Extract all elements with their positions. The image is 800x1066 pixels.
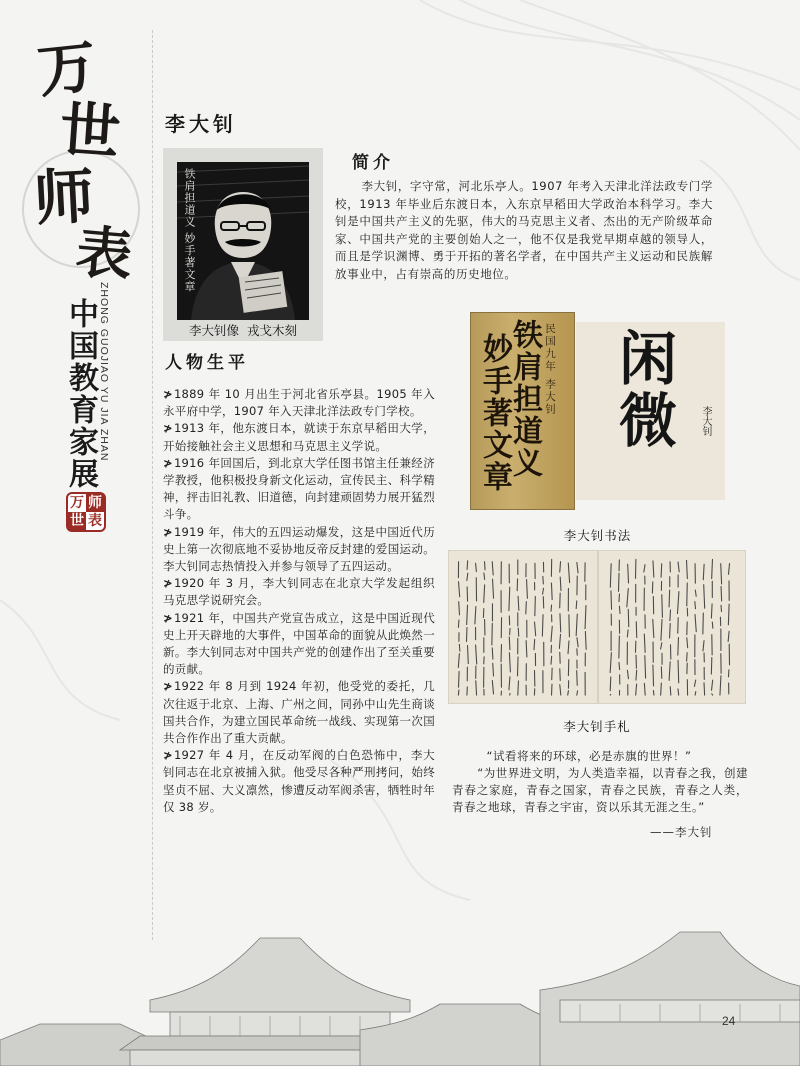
bullet-arrow-icon: ≯ — [163, 679, 173, 694]
couplet-inscription: 民国九年 李大钊 — [544, 323, 556, 416]
couplet-line-2: 妙手著文章 — [477, 333, 512, 493]
series-title-char: 世 — [57, 94, 123, 170]
expo-name: 中国教育家展 — [63, 298, 98, 490]
bullet-arrow-icon: ≯ — [163, 387, 173, 401]
person-name-heading: 李大钊 — [165, 112, 237, 136]
page-number: 24 — [722, 1014, 736, 1028]
bullet-arrow-icon: ≯ — [163, 610, 173, 625]
life-item: ≯1920 年 3 月，李大钊同志在北京大学发起组织马克思学说研究会。 — [163, 576, 435, 608]
calligraphy-word: 闲微 — [609, 328, 677, 452]
portrait-inscription: 铁肩担道义 妙手著文章 — [183, 168, 196, 293]
portrait-caption: 李大钊像 戎戈木刻 — [189, 323, 297, 338]
word-scroll — [576, 322, 725, 500]
palace-architecture-illustration — [0, 920, 800, 1066]
seal-char: 师 — [88, 495, 102, 511]
quote-line-2: “为世界进文明，为人类造幸福，以青春之我，创建青春之家庭，青春之国家，青春之民族，青春之人类，青春之地球，青春之宇宙，资以乐其无涯之生。” — [452, 766, 748, 814]
series-title-char: 万 — [34, 32, 100, 106]
manuscript-image — [448, 550, 746, 704]
life-item: ≯1919 年，伟大的五四运动爆发，这是中国近代历史上第一次彻底地不妥协地反帝反封建的爱国运动。李大钊同志热情投入并参与领导了五四运动。 — [163, 524, 435, 574]
seal-char: 表 — [88, 513, 102, 529]
life-item: ≯1922 年 8 月到 1924 年初，他受党的委托，几次往返于北京、上海、广州之间，同孙中山先生商谈国共合作，为建立国民革命统一战线、实现第一次国共合作作出了重大贡献。 — [163, 679, 435, 746]
life-item: ≯1913 年，他东渡日本，就读于东京早稻田大学，开始接触社会主义思想和马克思主义学说。 — [163, 421, 435, 453]
seal-stamp — [66, 492, 106, 532]
bullet-arrow-icon: ≯ — [163, 455, 173, 470]
seal-char: 世 — [70, 513, 84, 529]
quote-attribution: ——李大钊 — [650, 825, 713, 839]
calligraphy-caption: 李大钊书法 — [563, 528, 632, 543]
left-band — [0, 0, 160, 600]
seal-char: 万 — [70, 495, 84, 511]
intro-text: 李大钊，字守常，河北乐亭人。1907 年考入天津北洋法政专门学校，1913 年毕业后东渡日本，入东京早稻田大学政治本科学习。李大钊是中国共产主义的先驱，伟大的马克思主义者、杰出的无产阶级革命家、中国共产党的主要创始人之一，他不仅是我党早期卓越的领导人，而且是学识渊博、勇于开拓的著名学者，在中国共产主义运动和民族解放事业中，占有崇高的历史地位。 — [335, 179, 713, 281]
series-title-char: 师 — [32, 161, 96, 235]
bullet-arrow-icon: ≯ — [163, 524, 173, 539]
calligraphy-signature: 李大钊 — [700, 406, 711, 436]
life-item: ≯1921 年，中国共产党宣告成立，这是中国近现代史上开天辟地的大事件，中国革命的面貌从此焕然一新。李大钊同志对中国共产党的创建作出了至关重要的贡献。 — [163, 610, 435, 677]
divider-dashed — [152, 30, 153, 940]
manuscript-caption: 李大钊手札 — [563, 719, 631, 734]
intro-heading: 简介 — [352, 153, 394, 173]
life-item: ≯1927 年 4 月，在反动军阀的白色恐怖中，李大钊同志在北京被捕入狱。他受尽各种严刑拷问，始终坚贞不屈、大义凛然，惨遭反动军阀杀害，牺牲时年仅 38 岁。 — [163, 748, 435, 814]
couplet-line-1: 铁肩担道义 — [507, 319, 542, 479]
portrait-card — [163, 148, 323, 341]
life-item: ≯1889 年 10 月出生于河北省乐亭县。1905 年入永平府中学，1907 年入天津北洋法政专门学校。 — [163, 387, 435, 419]
portrait-woodcut — [177, 162, 309, 320]
life-item: ≯1916 年回国后，到北京大学任图书馆主任兼经济学教授，他积极投身新文化运动，宣传民主、科学精神，抨击旧礼教、旧道德，向封建顽固势力展开猛烈斗争。 — [163, 455, 435, 522]
bullet-arrow-icon: ≯ — [163, 576, 173, 591]
quote-line-1: “试看将来的环球，必是赤旗的世界！” — [486, 749, 692, 763]
calligraphy-image — [470, 312, 725, 510]
life-list — [163, 386, 435, 816]
series-title-char: 表 — [73, 218, 135, 290]
couplet-scroll — [470, 312, 575, 510]
expo-pinyin: ZHONG GUOJIAO YU JIA ZHAN — [98, 282, 110, 462]
bullet-arrow-icon: ≯ — [163, 748, 173, 763]
life-heading: 人物生平 — [165, 353, 249, 373]
bullet-arrow-icon: ≯ — [163, 421, 173, 436]
quote-block — [452, 748, 748, 816]
